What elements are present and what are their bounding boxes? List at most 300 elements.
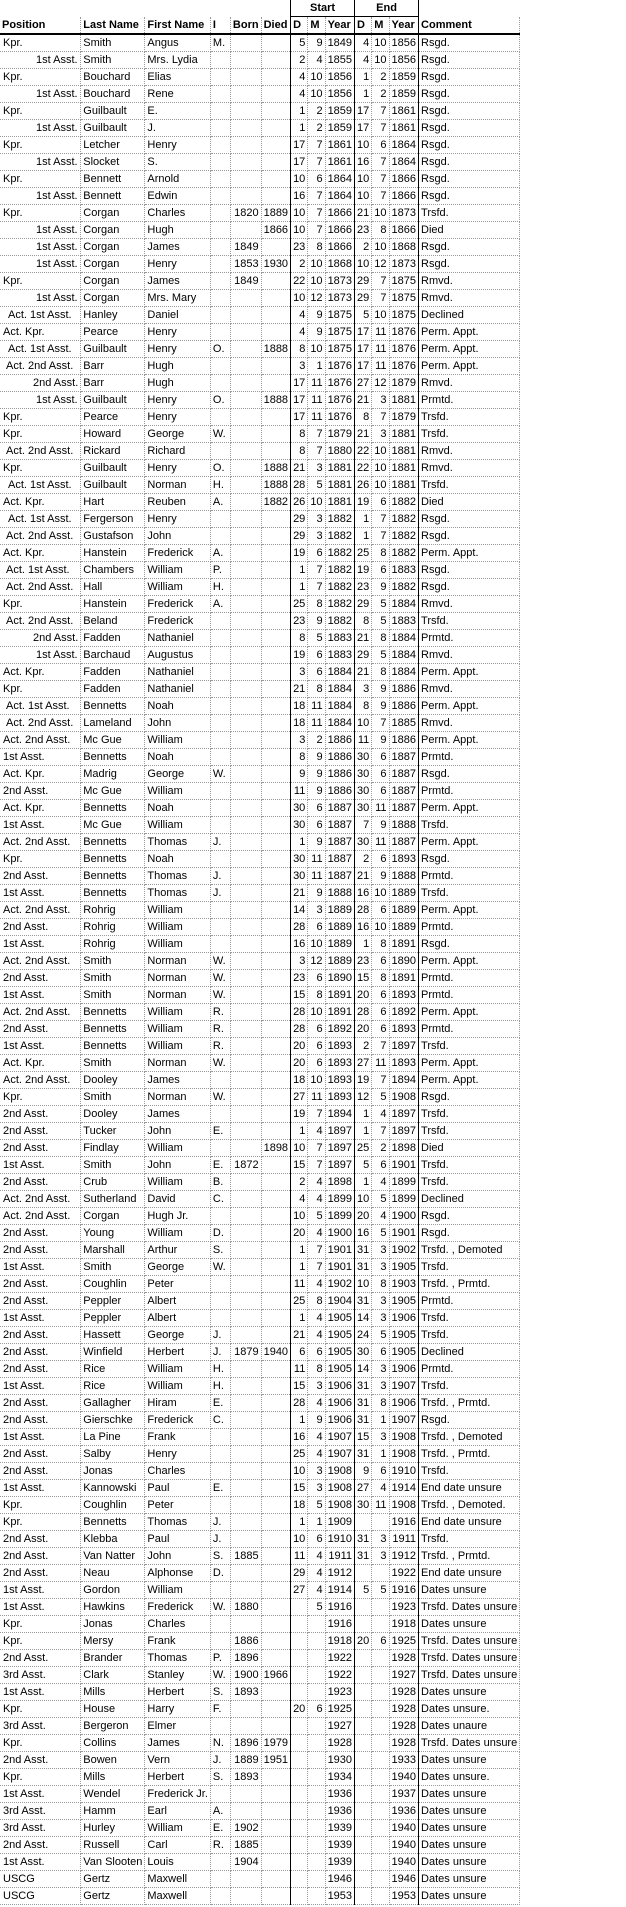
cell-last-name: Crub xyxy=(81,1174,145,1191)
cell-start-year: 1889 xyxy=(325,953,354,970)
cell-last-name: Smith xyxy=(81,1157,145,1174)
cell-end-month: 4 xyxy=(372,1174,389,1191)
cell-position: 2nd Asst. xyxy=(0,630,81,647)
cell-end-day: 8 xyxy=(355,698,372,715)
cell-end-month: 8 xyxy=(372,545,389,562)
cell-last-name: Corgan xyxy=(81,1208,145,1225)
cell-initial xyxy=(210,69,230,86)
cell-end-day xyxy=(355,1514,372,1531)
cell-position: 2nd Asst. xyxy=(0,868,81,885)
cell-comment: Prmtd. xyxy=(419,919,520,936)
cell-start-year: 1894 xyxy=(325,1106,354,1123)
cell-died: 1966 xyxy=(261,1667,290,1684)
cell-comment: Rsgd. xyxy=(419,528,520,545)
cell-start-day: 23 xyxy=(291,970,308,987)
cell-first-name: William xyxy=(145,1174,211,1191)
table-row xyxy=(0,1446,520,1463)
table-row xyxy=(0,885,520,902)
cell-born xyxy=(230,171,261,188)
cell-last-name: Rice xyxy=(81,1378,145,1395)
cell-end-day: 17 xyxy=(355,103,372,120)
cell-position: Act. 1st Asst. xyxy=(0,307,81,324)
cell-first-name: Daniel xyxy=(145,307,211,324)
cell-start-month: 7 xyxy=(308,426,325,443)
cell-first-name: William xyxy=(145,1225,211,1242)
cell-end-day: 14 xyxy=(355,1310,372,1327)
cell-initial xyxy=(210,443,230,460)
cell-end-day xyxy=(355,1752,372,1769)
cell-died xyxy=(261,1429,290,1446)
cell-start-day xyxy=(291,1786,308,1803)
cell-position: 2nd Asst. xyxy=(0,1242,81,1259)
cell-born xyxy=(230,1276,261,1293)
cell-end-day: 14 xyxy=(355,1361,372,1378)
cell-comment: Dates unsure xyxy=(419,1837,520,1854)
cell-last-name: Howard xyxy=(81,426,145,443)
cell-first-name: Norman xyxy=(145,1089,211,1106)
cell-end-month: 11 xyxy=(372,1055,389,1072)
cell-died xyxy=(261,1242,290,1259)
cell-end-year: 1884 xyxy=(389,647,418,664)
cell-born xyxy=(230,52,261,69)
table-row xyxy=(0,34,520,52)
cell-end-day xyxy=(355,1871,372,1888)
cell-first-name: John xyxy=(145,1123,211,1140)
cell-end-month: 8 xyxy=(372,1395,389,1412)
cell-last-name: Hassett xyxy=(81,1327,145,1344)
cell-end-day: 19 xyxy=(355,494,372,511)
cell-start-day: 11 xyxy=(291,1361,308,1378)
cell-initial: W. xyxy=(210,1089,230,1106)
cell-start-month: 9 xyxy=(308,613,325,630)
cell-end-month xyxy=(372,1854,389,1871)
cell-end-year: 1873 xyxy=(389,205,418,222)
table-row xyxy=(0,1208,520,1225)
header-start-month: M xyxy=(308,17,325,35)
cell-position: 2nd Asst. xyxy=(0,1106,81,1123)
cell-born xyxy=(230,1497,261,1514)
cell-end-year: 1861 xyxy=(389,103,418,120)
cell-end-day: 31 xyxy=(355,1293,372,1310)
cell-last-name: Guilbault xyxy=(81,120,145,137)
cell-end-year: 1899 xyxy=(389,1174,418,1191)
cell-end-month xyxy=(372,1718,389,1735)
cell-end-month: 7 xyxy=(372,290,389,307)
cell-end-day xyxy=(355,1684,372,1701)
cell-position: 1st Asst. xyxy=(0,392,81,409)
cell-comment: Rsgd. xyxy=(419,69,520,86)
cell-initial xyxy=(210,1072,230,1089)
cell-end-day: 12 xyxy=(355,1089,372,1106)
table-row xyxy=(0,970,520,987)
cell-first-name: Reuben xyxy=(145,494,211,511)
cell-comment: Dates unsure xyxy=(419,1854,520,1871)
cell-died xyxy=(261,1038,290,1055)
cell-born xyxy=(230,358,261,375)
table-row xyxy=(0,205,520,222)
cell-start-year: 1893 xyxy=(325,1055,354,1072)
cell-first-name: William xyxy=(145,1378,211,1395)
cell-comment: Rsgd. xyxy=(419,936,520,953)
cell-died xyxy=(261,1106,290,1123)
cell-born xyxy=(230,732,261,749)
cell-start-day: 17 xyxy=(291,154,308,171)
cell-died xyxy=(261,1854,290,1871)
cell-position: Kpr. xyxy=(0,137,81,154)
table-row xyxy=(0,1667,520,1684)
header-last-name: Last Name xyxy=(81,17,145,35)
cell-start-month: 7 xyxy=(308,1259,325,1276)
cell-died: 1888 xyxy=(261,460,290,477)
cell-initial xyxy=(210,256,230,273)
cell-comment: Died xyxy=(419,1140,520,1157)
cell-initial: R. xyxy=(210,1004,230,1021)
cell-born xyxy=(230,1395,261,1412)
cell-comment: Trsfd. Dates unsure xyxy=(419,1667,520,1684)
cell-born xyxy=(230,1106,261,1123)
cell-end-year: 1894 xyxy=(389,1072,418,1089)
table-row xyxy=(0,426,520,443)
cell-died xyxy=(261,171,290,188)
cell-start-day: 6 xyxy=(291,1344,308,1361)
cell-died xyxy=(261,732,290,749)
cell-comment: Rsgd. xyxy=(419,52,520,69)
cell-last-name: Bennett xyxy=(81,188,145,205)
cell-born xyxy=(230,460,261,477)
cell-start-day: 30 xyxy=(291,868,308,885)
cell-position: 2nd Asst. xyxy=(0,1276,81,1293)
cell-comment: Perm. Appt. xyxy=(419,545,520,562)
cell-comment: Perm. Appt. xyxy=(419,1004,520,1021)
table-row xyxy=(0,171,520,188)
cell-end-day: 20 xyxy=(355,1208,372,1225)
header-born: Born xyxy=(230,17,261,35)
cell-end-month: 10 xyxy=(372,239,389,256)
cell-start-day: 4 xyxy=(291,307,308,324)
cell-end-month: 3 xyxy=(372,1242,389,1259)
cell-first-name: William xyxy=(145,562,211,579)
cell-first-name: William xyxy=(145,936,211,953)
cell-position: Kpr. xyxy=(0,1633,81,1650)
cell-initial: W. xyxy=(210,426,230,443)
table-row xyxy=(0,1191,520,1208)
cell-start-month: 11 xyxy=(308,698,325,715)
cell-born: 1885 xyxy=(230,1548,261,1565)
cell-comment: Trsfd. xyxy=(419,477,520,494)
cell-last-name: Klebba xyxy=(81,1531,145,1548)
cell-initial: E. xyxy=(210,1480,230,1497)
roster-body xyxy=(0,34,520,1905)
cell-start-month: 4 xyxy=(308,1123,325,1140)
cell-end-month: 2 xyxy=(372,1140,389,1157)
cell-last-name: Mills xyxy=(81,1684,145,1701)
cell-start-year: 1906 xyxy=(325,1395,354,1412)
cell-first-name: Frederick xyxy=(145,596,211,613)
cell-start-day: 1 xyxy=(291,834,308,851)
cell-position: Kpr. xyxy=(0,681,81,698)
table-row xyxy=(0,86,520,103)
cell-initial xyxy=(210,1718,230,1735)
cell-born xyxy=(230,1616,261,1633)
cell-start-day: 26 xyxy=(291,494,308,511)
cell-end-year: 1888 xyxy=(389,868,418,885)
table-row xyxy=(0,1752,520,1769)
cell-start-day: 18 xyxy=(291,715,308,732)
cell-comment: Dates unsure xyxy=(419,1582,520,1599)
cell-comment: Trsfd. Dates unsure xyxy=(419,1633,520,1650)
cell-start-month xyxy=(308,1718,325,1735)
cell-end-year: 1886 xyxy=(389,698,418,715)
cell-initial: P. xyxy=(210,562,230,579)
cell-last-name: Winfield xyxy=(81,1344,145,1361)
cell-start-month: 9 xyxy=(308,324,325,341)
cell-end-year: 1940 xyxy=(389,1854,418,1871)
cell-start-day: 4 xyxy=(291,1191,308,1208)
cell-start-year: 1887 xyxy=(325,851,354,868)
cell-position: 2nd Asst. xyxy=(0,1293,81,1310)
cell-position: 1st Asst. xyxy=(0,1599,81,1616)
cell-first-name: Vern xyxy=(145,1752,211,1769)
cell-initial xyxy=(210,1854,230,1871)
cell-start-day: 10 xyxy=(291,205,308,222)
cell-died xyxy=(261,358,290,375)
table-row xyxy=(0,664,520,681)
cell-first-name: William xyxy=(145,1820,211,1837)
cell-initial xyxy=(210,290,230,307)
cell-comment: Declined xyxy=(419,307,520,324)
cell-first-name: Edwin xyxy=(145,188,211,205)
cell-died xyxy=(261,1803,290,1820)
cell-initial: W. xyxy=(210,987,230,1004)
cell-end-year: 1933 xyxy=(389,1752,418,1769)
cell-start-month xyxy=(308,1786,325,1803)
cell-first-name: Herbert xyxy=(145,1769,211,1786)
cell-born xyxy=(230,953,261,970)
cell-died: 1888 xyxy=(261,477,290,494)
cell-start-year: 1925 xyxy=(325,1701,354,1718)
cell-comment: Trsfd. , Demoted xyxy=(419,1242,520,1259)
cell-position: 1st Asst. xyxy=(0,987,81,1004)
cell-last-name: Mc Gue xyxy=(81,732,145,749)
cell-start-year: 1891 xyxy=(325,987,354,1004)
cell-first-name: Frank xyxy=(145,1633,211,1650)
table-row xyxy=(0,528,520,545)
cell-died xyxy=(261,1004,290,1021)
cell-start-month: 7 xyxy=(308,1140,325,1157)
cell-position: 1st Asst. xyxy=(0,222,81,239)
cell-born xyxy=(230,902,261,919)
cell-first-name: Henry xyxy=(145,511,211,528)
cell-comment: Trsfd. xyxy=(419,1038,520,1055)
cell-start-year: 1884 xyxy=(325,681,354,698)
cell-start-year: 1908 xyxy=(325,1463,354,1480)
cell-end-month: 4 xyxy=(372,1480,389,1497)
cell-initial xyxy=(210,205,230,222)
cell-died xyxy=(261,528,290,545)
cell-last-name: Corgan xyxy=(81,239,145,256)
cell-first-name: Charles xyxy=(145,1616,211,1633)
table-row xyxy=(0,103,520,120)
cell-start-month: 9 xyxy=(308,307,325,324)
cell-end-month: 3 xyxy=(372,1548,389,1565)
cell-comment: Perm. Appt. xyxy=(419,324,520,341)
table-row xyxy=(0,477,520,494)
cell-start-year: 1887 xyxy=(325,800,354,817)
cell-start-year: 1883 xyxy=(325,630,354,647)
cell-born xyxy=(230,1718,261,1735)
table-row xyxy=(0,1310,520,1327)
cell-end-year: 1887 xyxy=(389,766,418,783)
header-start-year: Year xyxy=(325,17,354,35)
cell-position: Kpr. xyxy=(0,171,81,188)
cell-start-month: 6 xyxy=(308,970,325,987)
cell-position: Kpr. xyxy=(0,460,81,477)
cell-born xyxy=(230,34,261,52)
cell-last-name: Smith xyxy=(81,987,145,1004)
cell-died xyxy=(261,1871,290,1888)
cell-end-year: 1946 xyxy=(389,1871,418,1888)
cell-end-month: 6 xyxy=(372,1157,389,1174)
cell-initial xyxy=(210,647,230,664)
cell-comment: Trsfd. xyxy=(419,1327,520,1344)
cell-last-name: Smith xyxy=(81,1259,145,1276)
cell-position: 1st Asst. xyxy=(0,1854,81,1871)
cell-comment: Trsfd. , Prmtd. xyxy=(419,1548,520,1565)
cell-end-day: 27 xyxy=(355,1480,372,1497)
cell-born xyxy=(230,222,261,239)
cell-died xyxy=(261,1191,290,1208)
cell-end-month: 7 xyxy=(372,1123,389,1140)
cell-end-year: 1886 xyxy=(389,732,418,749)
cell-start-year: 1899 xyxy=(325,1191,354,1208)
cell-start-day: 11 xyxy=(291,1276,308,1293)
cell-end-year: 1892 xyxy=(389,1004,418,1021)
cell-first-name: William xyxy=(145,1582,211,1599)
cell-start-day: 3 xyxy=(291,664,308,681)
cell-first-name: John xyxy=(145,528,211,545)
cell-position: 1st Asst. xyxy=(0,1310,81,1327)
cell-end-day: 5 xyxy=(355,307,372,324)
cell-start-year: 1897 xyxy=(325,1140,354,1157)
cell-start-month: 4 xyxy=(308,1395,325,1412)
cell-end-month: 7 xyxy=(372,188,389,205)
cell-start-year: 1859 xyxy=(325,120,354,137)
cell-first-name: James xyxy=(145,273,211,290)
cell-position: USCG xyxy=(0,1871,81,1888)
table-row xyxy=(0,1429,520,1446)
cell-comment: Rmvd. xyxy=(419,273,520,290)
cell-died xyxy=(261,579,290,596)
cell-first-name: John xyxy=(145,715,211,732)
cell-born xyxy=(230,1004,261,1021)
cell-initial xyxy=(210,120,230,137)
cell-end-day xyxy=(355,1650,372,1667)
cell-start-year: 1897 xyxy=(325,1157,354,1174)
cell-end-year: 1916 xyxy=(389,1582,418,1599)
cell-first-name: Frederick xyxy=(145,1599,211,1616)
table-row xyxy=(0,1633,520,1650)
cell-died xyxy=(261,1888,290,1905)
cell-last-name: Bennetts xyxy=(81,1038,145,1055)
cell-start-month: 3 xyxy=(308,1463,325,1480)
cell-position: Kpr. xyxy=(0,1769,81,1786)
cell-last-name: Neau xyxy=(81,1565,145,1582)
cell-end-day: 16 xyxy=(355,885,372,902)
cell-first-name: Rene xyxy=(145,86,211,103)
cell-initial xyxy=(210,171,230,188)
cell-initial xyxy=(210,1871,230,1888)
cell-end-year: 1928 xyxy=(389,1735,418,1752)
cell-end-day: 26 xyxy=(355,477,372,494)
cell-start-month: 4 xyxy=(308,1327,325,1344)
cell-first-name: Henry xyxy=(145,256,211,273)
cell-end-day: 31 xyxy=(355,1548,372,1565)
cell-initial: O. xyxy=(210,341,230,358)
cell-comment: Prmtd. xyxy=(419,783,520,800)
cell-end-month: 7 xyxy=(372,409,389,426)
cell-first-name: Thomas xyxy=(145,868,211,885)
cell-comment: Trsfd. xyxy=(419,1123,520,1140)
cell-last-name: Bennetts xyxy=(81,851,145,868)
cell-died: 1889 xyxy=(261,205,290,222)
cell-first-name: Norman xyxy=(145,477,211,494)
cell-initial: A. xyxy=(210,1803,230,1820)
cell-end-year: 1889 xyxy=(389,902,418,919)
table-row xyxy=(0,1786,520,1803)
cell-first-name: James xyxy=(145,1072,211,1089)
cell-born xyxy=(230,1327,261,1344)
cell-initial xyxy=(210,86,230,103)
cell-end-month: 5 xyxy=(372,1191,389,1208)
cell-first-name: William xyxy=(145,1021,211,1038)
cell-start-month: 7 xyxy=(308,154,325,171)
cell-initial: R. xyxy=(210,1837,230,1854)
cell-end-day: 10 xyxy=(355,256,372,273)
cell-start-year: 1876 xyxy=(325,375,354,392)
cell-initial xyxy=(210,103,230,120)
cell-initial: J. xyxy=(210,1752,230,1769)
cell-died: 1898 xyxy=(261,1140,290,1157)
cell-initial: H. xyxy=(210,1378,230,1395)
cell-start-day: 1 xyxy=(291,579,308,596)
cell-first-name: Norman xyxy=(145,953,211,970)
cell-first-name: William xyxy=(145,817,211,834)
cell-died xyxy=(261,1769,290,1786)
table-row xyxy=(0,1599,520,1616)
cell-end-year: 1856 xyxy=(389,34,418,52)
cell-start-month: 7 xyxy=(308,579,325,596)
cell-start-month xyxy=(308,1616,325,1633)
cell-died: 1930 xyxy=(261,256,290,273)
cell-end-day: 30 xyxy=(355,766,372,783)
cell-position: 2nd Asst. xyxy=(0,1837,81,1854)
cell-born xyxy=(230,868,261,885)
table-row xyxy=(0,1412,520,1429)
cell-born xyxy=(230,1803,261,1820)
cell-first-name: William xyxy=(145,919,211,936)
cell-last-name: Jonas xyxy=(81,1616,145,1633)
cell-position: 2nd Asst. xyxy=(0,1752,81,1769)
table-row xyxy=(0,1480,520,1497)
cell-start-month: 6 xyxy=(308,800,325,817)
cell-end-day: 22 xyxy=(355,443,372,460)
cell-end-month: 10 xyxy=(372,885,389,902)
cell-initial xyxy=(210,1582,230,1599)
cell-initial xyxy=(210,936,230,953)
cell-last-name: Peppler xyxy=(81,1293,145,1310)
cell-first-name: John xyxy=(145,1548,211,1565)
table-row xyxy=(0,1650,520,1667)
